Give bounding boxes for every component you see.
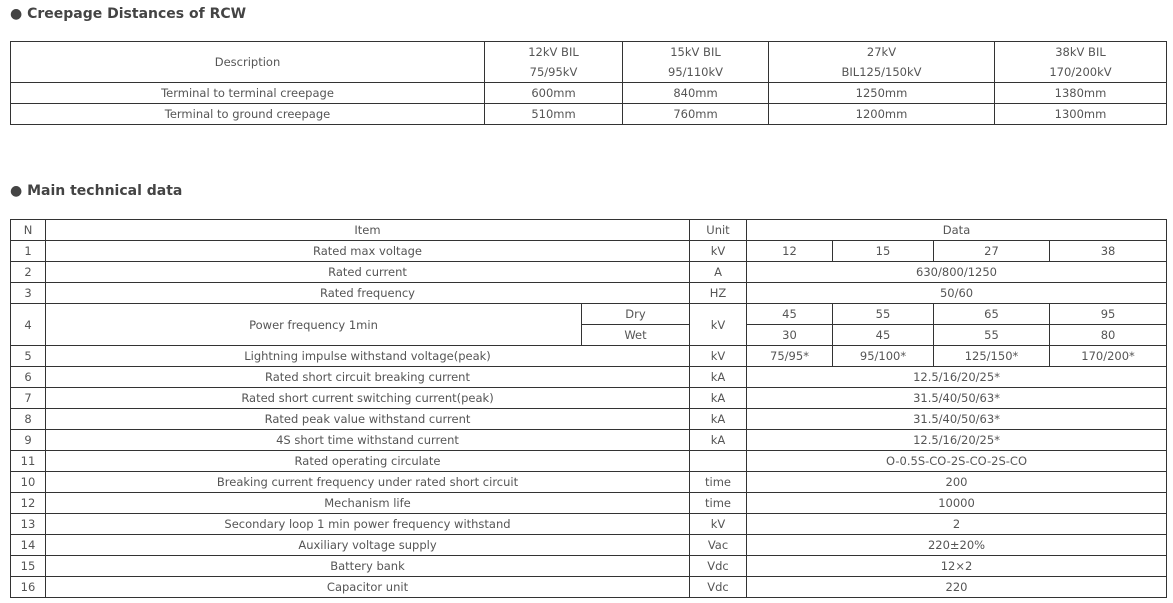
cell: 95/100* [833, 346, 934, 367]
row-item: Rated short circuit breaking current [46, 367, 690, 388]
table-row [11, 104, 1167, 125]
row-label: Terminal to terminal creepage [11, 83, 485, 104]
table-header-row [11, 42, 1167, 83]
cell: 55 [833, 304, 934, 325]
row-unit: Vac [690, 535, 747, 556]
item-header: Item [46, 220, 690, 241]
table-row [11, 556, 1167, 577]
row-unit: kV [690, 514, 747, 535]
cell: 55 [934, 325, 1050, 346]
row-number: 6 [11, 367, 46, 388]
creepage-section-title: ● Creepage Distances of RCW [10, 6, 247, 22]
row-number: 8 [11, 409, 46, 430]
table-row [11, 472, 1167, 493]
row-item: Mechanism life [46, 493, 690, 514]
cell: 600mm [485, 83, 623, 104]
cell: 95 [1050, 304, 1167, 325]
row-number: 5 [11, 346, 46, 367]
cell: 12×2 [747, 556, 1167, 577]
cell: 12.5/16/20/25* [747, 367, 1167, 388]
cell: 45 [833, 325, 934, 346]
row-unit: kV [690, 304, 747, 346]
row-unit [690, 451, 747, 472]
row-unit: kV [690, 346, 747, 367]
cell: 630/800/1250 [747, 262, 1167, 283]
row-unit: kA [690, 367, 747, 388]
row-number: 16 [11, 577, 46, 598]
row-item: Rated short current switching current(peak) [46, 388, 690, 409]
row-number: 15 [11, 556, 46, 577]
cell: 30 [747, 325, 833, 346]
table-row [11, 409, 1167, 430]
row-item: Rated current [46, 262, 690, 283]
row-item: Auxiliary voltage supply [46, 535, 690, 556]
cell: 12.5/16/20/25* [747, 430, 1167, 451]
row-unit: time [690, 493, 747, 514]
cell: 65 [934, 304, 1050, 325]
creepage-title-text: Creepage Distances of RCW [27, 6, 247, 22]
technical-title-text: Main technical data [27, 183, 183, 199]
column-header: 15kV BIL 95/110kV [623, 42, 769, 83]
table-row [11, 388, 1167, 409]
cell: 31.5/40/50/63* [747, 409, 1167, 430]
table-row [11, 577, 1167, 598]
table-row [11, 262, 1167, 283]
dry-label: Dry [582, 304, 690, 325]
row-number: 1 [11, 241, 46, 262]
row-number: 7 [11, 388, 46, 409]
row-item: Rated operating circulate [46, 451, 690, 472]
cell: 38 [1050, 241, 1167, 262]
row-number: 9 [11, 430, 46, 451]
row-number: 2 [11, 262, 46, 283]
cell: 200 [747, 472, 1167, 493]
data-header: Data [747, 220, 1167, 241]
table-row [11, 493, 1167, 514]
column-header: 38kV BIL 170/200kV [995, 42, 1167, 83]
unit-header: Unit [690, 220, 747, 241]
row-unit: kA [690, 388, 747, 409]
table-row [11, 514, 1167, 535]
cell: 1300mm [995, 104, 1167, 125]
row-unit: Vdc [690, 577, 747, 598]
row-item: Rated max voltage [46, 241, 690, 262]
cell: 170/200* [1050, 346, 1167, 367]
table-row [11, 283, 1167, 304]
cell: 2 [747, 514, 1167, 535]
table-row [11, 304, 1167, 325]
row-number: 13 [11, 514, 46, 535]
row-unit: kV [690, 241, 747, 262]
row-number: 10 [11, 472, 46, 493]
row-item: 4S short time withstand current [46, 430, 690, 451]
row-item: Power frequency 1min [46, 304, 582, 346]
row-item: Rated peak value withstand current [46, 409, 690, 430]
row-item: Breaking current frequency under rated short circuit [46, 472, 690, 493]
table-row [11, 430, 1167, 451]
table-row [11, 346, 1167, 367]
cell: 12 [747, 241, 833, 262]
row-item: Capacitor unit [46, 577, 690, 598]
cell: 80 [1050, 325, 1167, 346]
row-unit: kA [690, 409, 747, 430]
row-item: Lightning impulse withstand voltage(peak) [46, 346, 690, 367]
row-item: Secondary loop 1 min power frequency withstand [46, 514, 690, 535]
cell: 840mm [623, 83, 769, 104]
table-row [11, 367, 1167, 388]
column-header: 27kV BIL125/150kV [769, 42, 995, 83]
row-item: Rated frequency [46, 283, 690, 304]
cell: 1250mm [769, 83, 995, 104]
technical-section-title: ● Main technical data [10, 183, 183, 199]
row-unit: HZ [690, 283, 747, 304]
creepage-table [10, 41, 1167, 125]
cell: O-0.5S-CO-2S-CO-2S-CO [747, 451, 1167, 472]
cell: 45 [747, 304, 833, 325]
row-number: 11 [11, 451, 46, 472]
row-number: 4 [11, 304, 46, 346]
cell: 75/95* [747, 346, 833, 367]
cell: 1380mm [995, 83, 1167, 104]
cell: 510mm [485, 104, 623, 125]
row-number: 14 [11, 535, 46, 556]
technical-table [10, 219, 1167, 598]
cell: 50/60 [747, 283, 1167, 304]
wet-label: Wet [582, 325, 690, 346]
table-header-row [11, 220, 1167, 241]
row-unit: time [690, 472, 747, 493]
cell: 15 [833, 241, 934, 262]
cell: 125/150* [934, 346, 1050, 367]
column-header: 12kV BIL 75/95kV [485, 42, 623, 83]
table-row [11, 241, 1167, 262]
n-header: N [11, 220, 46, 241]
cell: 10000 [747, 493, 1167, 514]
cell: 220 [747, 577, 1167, 598]
cell: 1200mm [769, 104, 995, 125]
cell: 760mm [623, 104, 769, 125]
row-unit: A [690, 262, 747, 283]
cell: 220±20% [747, 535, 1167, 556]
row-number: 3 [11, 283, 46, 304]
row-number: 12 [11, 493, 46, 514]
row-label: Terminal to ground creepage [11, 104, 485, 125]
row-unit: kA [690, 430, 747, 451]
cell: 27 [934, 241, 1050, 262]
row-unit: Vdc [690, 556, 747, 577]
table-row [11, 451, 1167, 472]
description-header: Description [11, 42, 485, 83]
table-row [11, 535, 1167, 556]
cell: 31.5/40/50/63* [747, 388, 1167, 409]
row-item: Battery bank [46, 556, 690, 577]
table-row [11, 83, 1167, 104]
